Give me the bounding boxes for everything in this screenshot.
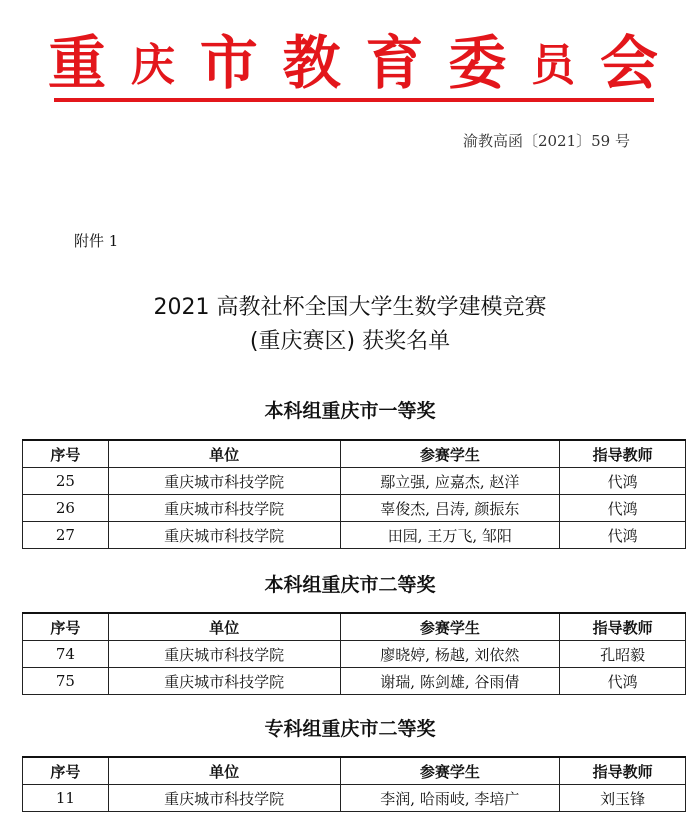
document-title	[0, 291, 700, 359]
letterhead-char: 市	[199, 29, 258, 97]
award-table	[22, 612, 686, 695]
cell-index: 26	[23, 495, 109, 522]
table-row	[23, 785, 686, 812]
table-header-row	[23, 440, 686, 468]
section-heading: 专科组重庆市二等奖	[264, 718, 436, 740]
cell-advisor: 代鸿	[560, 522, 686, 549]
table-row	[23, 668, 686, 695]
header-index: 序号	[23, 440, 109, 468]
header-index: 序号	[23, 757, 109, 785]
cell-students: 廖晓婷, 杨越, 刘依然	[340, 641, 560, 668]
cell-students: 鄢立强, 应嘉杰, 赵洋	[340, 468, 560, 495]
cell-index: 25	[23, 468, 109, 495]
letterhead-char: 员	[531, 40, 576, 91]
table-row	[23, 522, 686, 549]
letterhead-char: 教	[282, 29, 341, 97]
header-unit: 单位	[108, 440, 340, 468]
letterhead-char: 庆	[130, 40, 175, 91]
table-row	[23, 468, 686, 495]
cell-students: 田园, 王万飞, 邹阳	[340, 522, 560, 549]
cell-index: 74	[23, 641, 109, 668]
header-index: 序号	[23, 613, 109, 641]
table-row	[23, 495, 686, 522]
header-unit: 单位	[108, 757, 340, 785]
award-table	[22, 439, 686, 549]
header-advisor: 指导教师	[560, 757, 686, 785]
cell-index: 27	[23, 522, 109, 549]
attachment-label: 附件 1	[74, 232, 119, 250]
cell-advisor: 代鸿	[560, 495, 686, 522]
header-unit: 单位	[108, 613, 340, 641]
cell-index: 11	[23, 785, 109, 812]
cell-unit: 重庆城市科技学院	[108, 641, 340, 668]
cell-students: 李润, 哈雨岐, 李培广	[340, 785, 560, 812]
cell-unit: 重庆城市科技学院	[108, 785, 340, 812]
cell-unit: 重庆城市科技学院	[108, 495, 340, 522]
letterhead-char: 育	[365, 29, 424, 97]
cell-advisor: 刘玉锋	[560, 785, 686, 812]
cell-unit: 重庆城市科技学院	[108, 468, 340, 495]
header-students: 参赛学生	[340, 440, 560, 468]
header-students: 参赛学生	[340, 757, 560, 785]
section-heading: 本科组重庆市二等奖	[264, 574, 436, 596]
letterhead-title	[48, 14, 658, 97]
title-line-1: 2021 高教社杯全国大学生数学建模竞赛	[153, 295, 547, 320]
cell-students: 辜俊杰, 吕涛, 颜振东	[340, 495, 560, 522]
cell-advisor: 代鸿	[560, 468, 686, 495]
letterhead-char: 会	[599, 29, 658, 97]
cell-advisor: 代鸿	[560, 668, 686, 695]
cell-index: 75	[23, 668, 109, 695]
cell-advisor: 孔昭毅	[560, 641, 686, 668]
table-row	[23, 641, 686, 668]
header-students: 参赛学生	[340, 613, 560, 641]
title-line-2: (重庆赛区) 获奖名单	[249, 329, 451, 354]
letterhead-char: 重	[48, 29, 107, 97]
cell-unit: 重庆城市科技学院	[108, 668, 340, 695]
table-header-row	[23, 613, 686, 641]
cell-unit: 重庆城市科技学院	[108, 522, 340, 549]
award-table	[22, 756, 686, 812]
cell-students: 谢瑞, 陈剑雄, 谷雨倩	[340, 668, 560, 695]
letterhead-char: 委	[448, 29, 507, 97]
letterhead-divider	[54, 98, 654, 102]
header-advisor: 指导教师	[560, 440, 686, 468]
document-number: 渝教高函〔2021〕59 号	[462, 132, 630, 150]
section-heading: 本科组重庆市一等奖	[264, 400, 436, 422]
header-advisor: 指导教师	[560, 613, 686, 641]
table-header-row	[23, 757, 686, 785]
